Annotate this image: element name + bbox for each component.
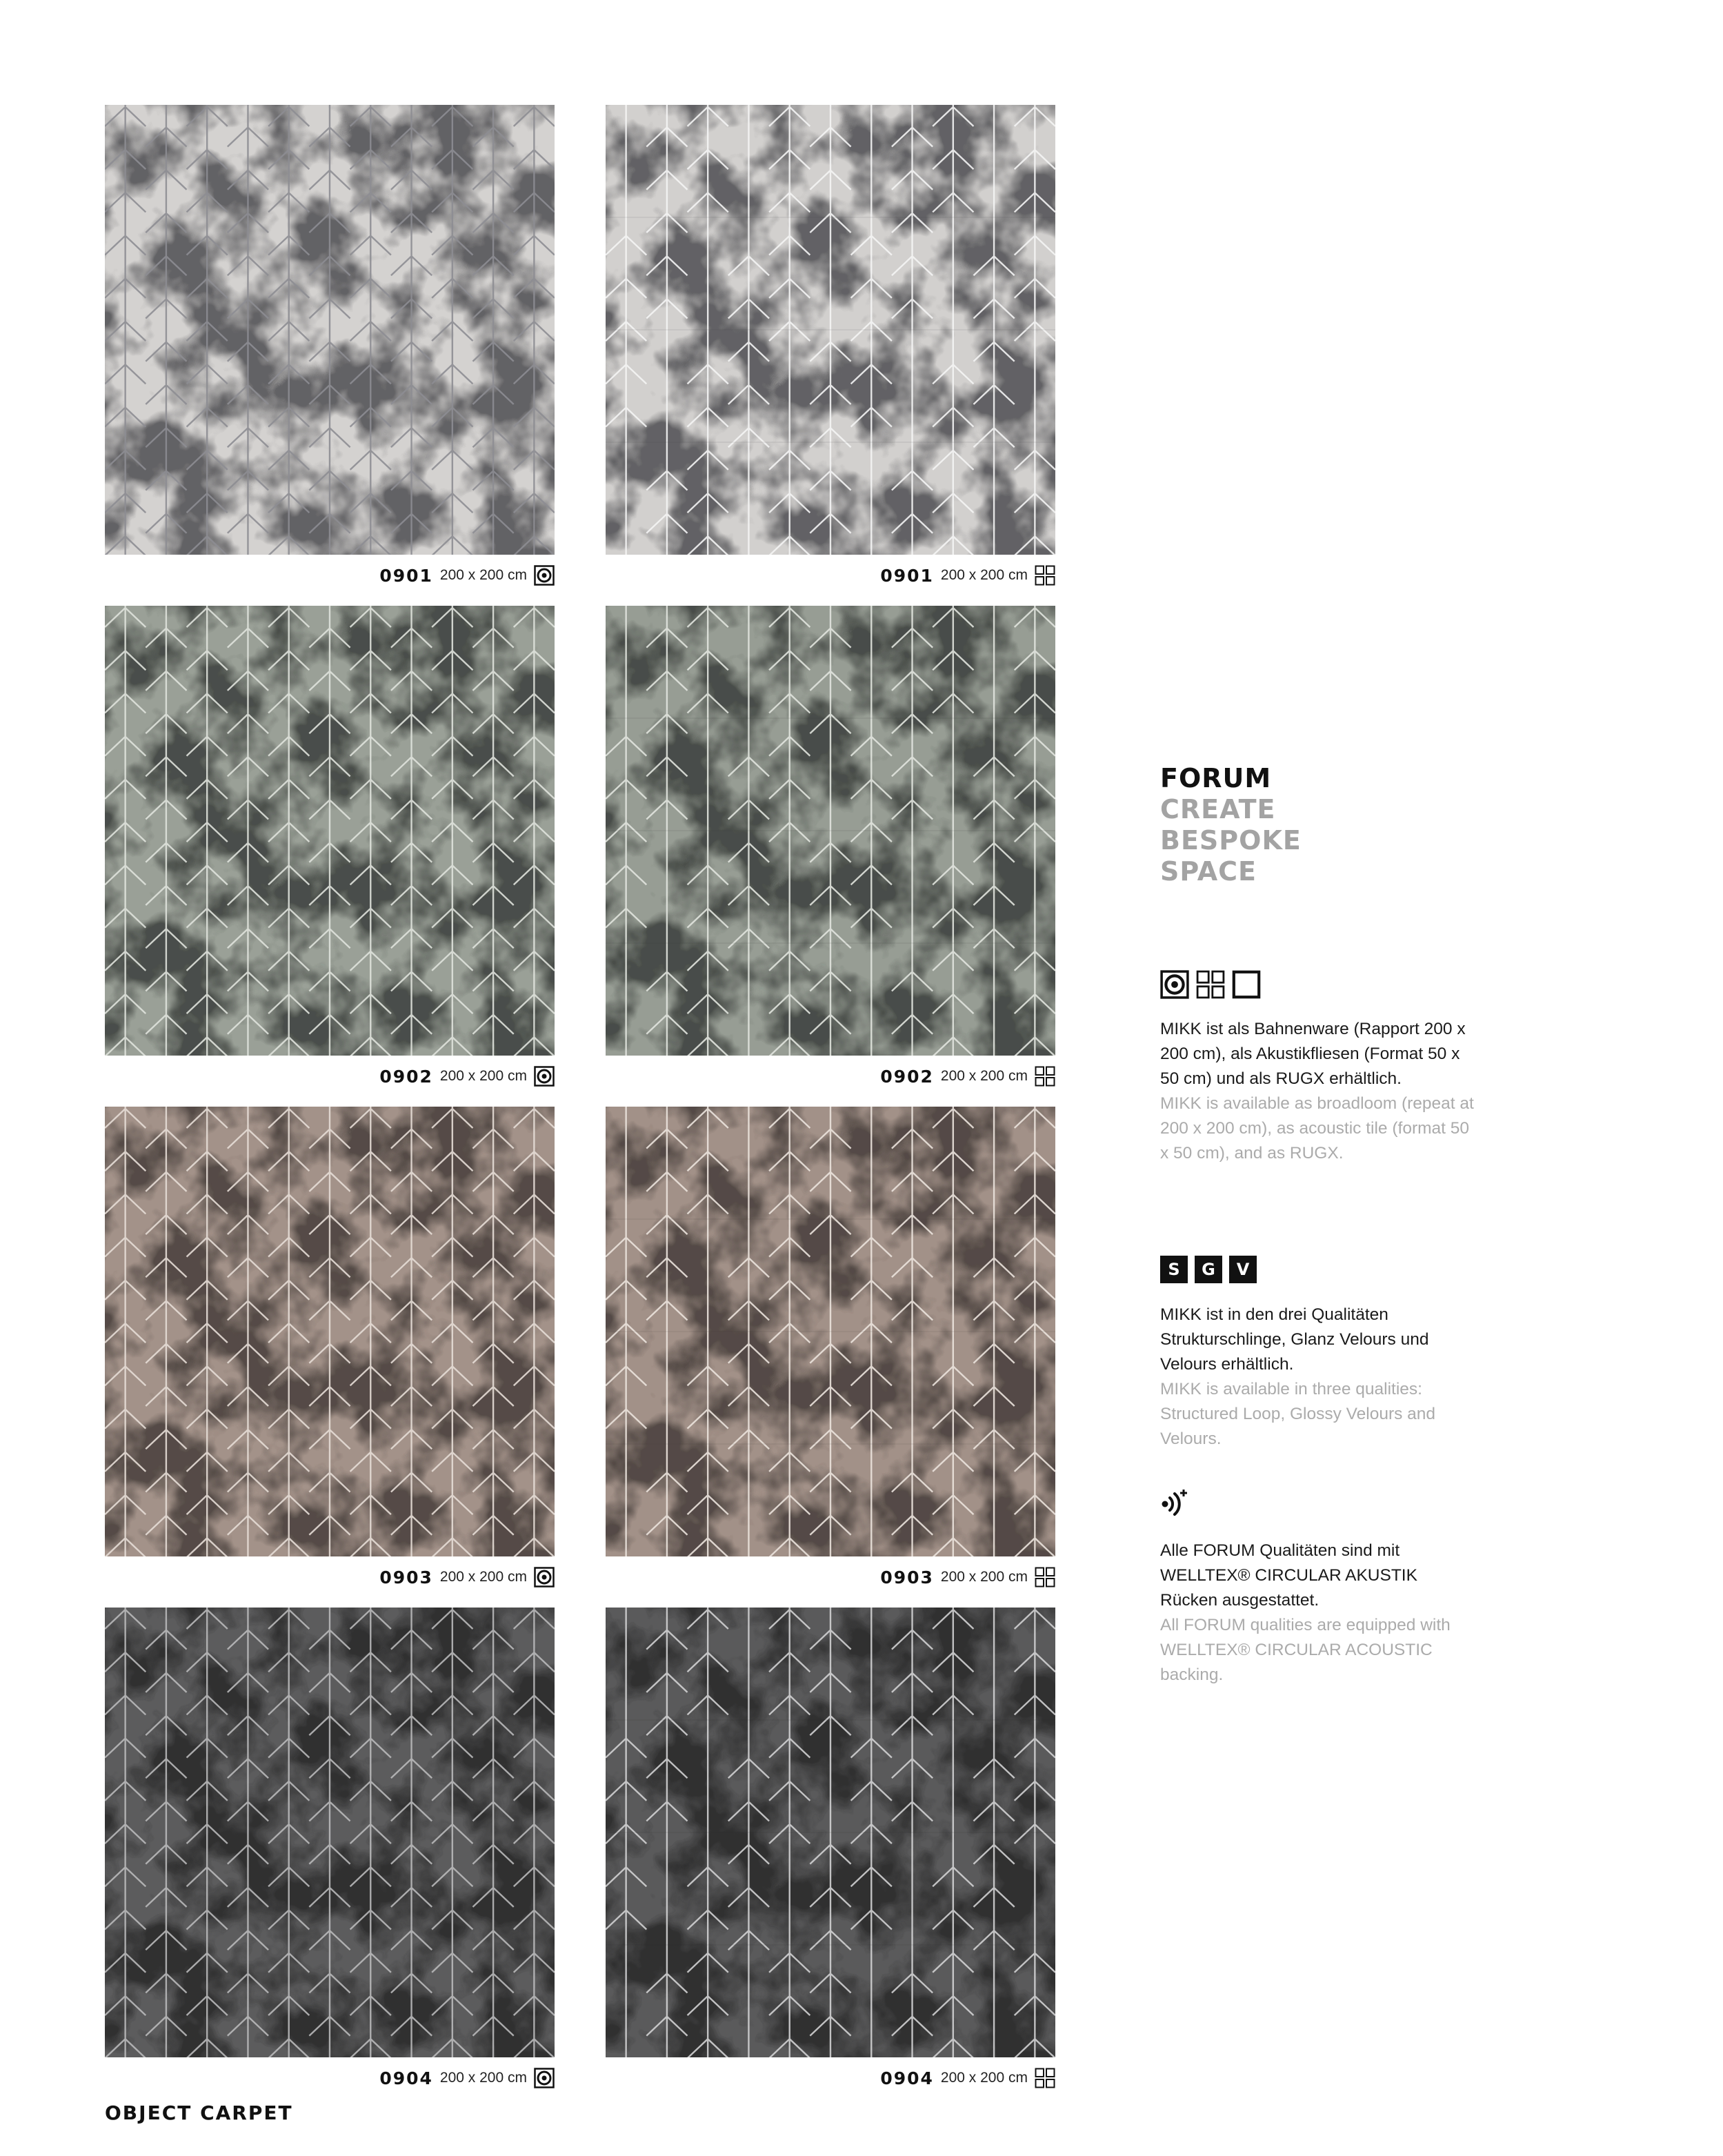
caption-0904-broadloom — [276, 2066, 555, 2090]
article-code: 0903 — [880, 1567, 934, 1588]
acoustic-text-de: Alle FORUM Qualitäten sind mit WELLTEX® CIRCULAR AKUSTIK Rücken ausgestattet. — [1160, 1541, 1417, 1610]
swatch-0904-broadloom — [105, 1608, 555, 2057]
repeat-size: 200 x 200 cm — [439, 1068, 527, 1084]
caption-0902-broadloom — [276, 1064, 555, 1089]
broadloom-icon — [1160, 970, 1189, 999]
swatch-0903-tile — [606, 1107, 1055, 1556]
broadloom-icon — [534, 565, 555, 586]
collection-claim — [1160, 763, 1302, 887]
formats-text-en: MIKK is available as broadloom (repeat at 200 x 200 cm), as acoustic tile (format 50 x 50 cm), and as RUGX. — [1160, 1094, 1474, 1163]
repeat-size: 200 x 200 cm — [940, 2070, 1028, 2086]
claim-line-space: SPACE — [1160, 856, 1257, 887]
quality-icons — [1160, 1256, 1257, 1283]
repeat-size: 200 x 200 cm — [940, 1068, 1028, 1084]
caption-0901-tile — [777, 563, 1055, 588]
caption-0903-broadloom — [276, 1565, 555, 1590]
acoustic-tile-icon — [1196, 970, 1225, 999]
repeat-size: 200 x 200 cm — [940, 567, 1028, 583]
claim-line-forum: FORUM — [1160, 763, 1272, 793]
qualities-text-en: MIKK is available in three qualities: Structured Loop, Glossy Velours and Velours. — [1160, 1380, 1436, 1448]
qualities-text — [1160, 1303, 1477, 1452]
quality-v-icon: V — [1229, 1256, 1257, 1283]
claim-line-bespoke: BESPOKE — [1160, 825, 1302, 856]
formats-text-de: MIKK ist als Bahnenware (Rapport 200 x 200 cm), als Akustikfliesen (Format 50 x 50 cm) und als RUGX erhältlich. — [1160, 1020, 1466, 1088]
caption-0904-tile — [777, 2066, 1055, 2090]
format-icons — [1160, 970, 1261, 999]
repeat-size: 200 x 200 cm — [439, 2070, 527, 2086]
swatch-0903-broadloom — [105, 1107, 555, 1556]
acoustic-text-en: All FORUM qualities are equipped with WELLTEX® CIRCULAR ACOUSTIC backing. — [1160, 1616, 1451, 1684]
article-code: 0902 — [880, 1066, 934, 1087]
brand-footer: OBJECT CARPET — [105, 2101, 293, 2124]
repeat-size: 200 x 200 cm — [439, 1569, 527, 1585]
article-code: 0903 — [379, 1567, 433, 1588]
article-code: 0904 — [379, 2068, 433, 2088]
repeat-size: 200 x 200 cm — [439, 567, 527, 583]
quality-g-icon: G — [1195, 1256, 1222, 1283]
swatch-0901-broadloom — [105, 105, 555, 555]
broadloom-icon — [534, 1066, 555, 1087]
broadloom-icon — [534, 2068, 555, 2088]
formats-text — [1160, 1017, 1477, 1166]
acoustic-plus-icon — [1159, 1487, 1191, 1519]
claim-line-create: CREATE — [1160, 794, 1276, 824]
swatch-0904-tile — [606, 1608, 1055, 2057]
article-code: 0904 — [880, 2068, 934, 2088]
qualities-text-de: MIKK ist in den drei Qualitäten Strukturschlinge, Glanz Velours und Velours erhältlich. — [1160, 1305, 1429, 1374]
acoustic-tile-icon — [1035, 565, 1055, 586]
acoustic-tile-icon — [1035, 1066, 1055, 1087]
article-code: 0901 — [880, 565, 934, 586]
rug-icon — [1232, 970, 1261, 999]
swatch-0901-tile — [606, 105, 1055, 555]
acoustic-text — [1160, 1539, 1477, 1688]
broadloom-icon — [534, 1567, 555, 1588]
swatch-0902-tile — [606, 606, 1055, 1056]
acoustic-tile-icon — [1035, 2068, 1055, 2088]
quality-s-icon: S — [1160, 1256, 1188, 1283]
article-code: 0902 — [379, 1066, 433, 1087]
repeat-size: 200 x 200 cm — [940, 1569, 1028, 1585]
swatch-0902-broadloom — [105, 606, 555, 1056]
article-code: 0901 — [379, 565, 433, 586]
caption-0901-broadloom — [276, 563, 555, 588]
caption-0902-tile — [777, 1064, 1055, 1089]
acoustic-tile-icon — [1035, 1567, 1055, 1588]
caption-0903-tile — [777, 1565, 1055, 1590]
